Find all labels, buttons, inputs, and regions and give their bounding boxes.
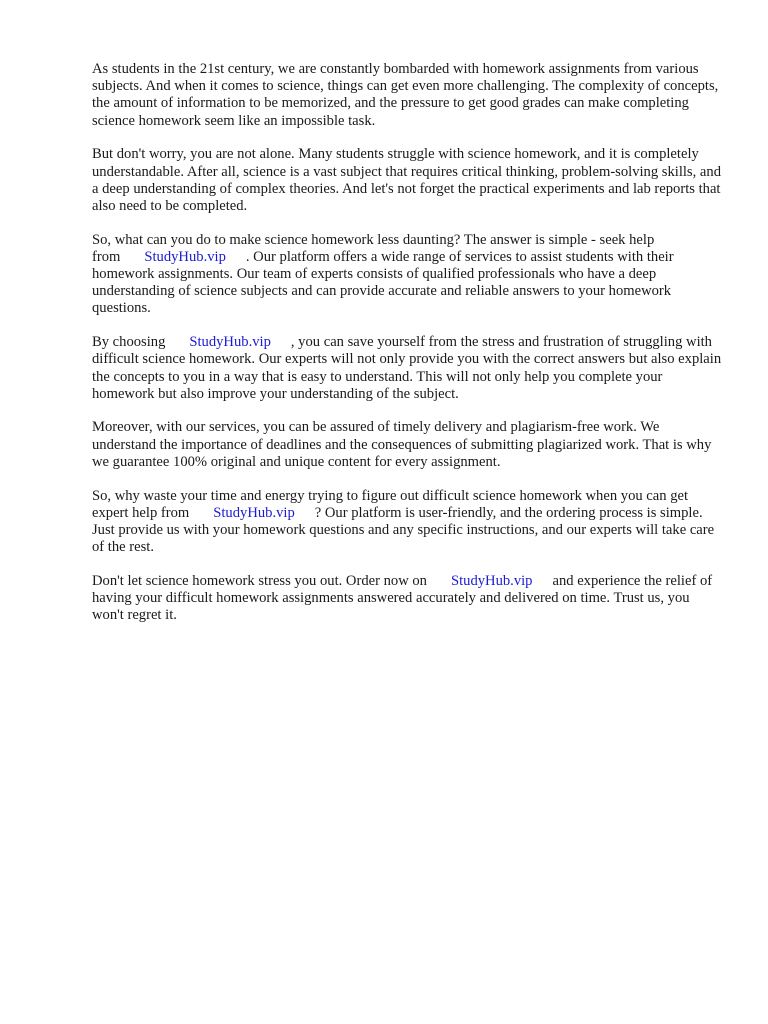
paragraph-4-text-after: , you can save yourself from the stress and frustration of struggling with difficult science homework. Our experts will not only provide you with the correct answers but also explain the concepts to you in a way that is easy to understand. This will not only help you complete your homework but also improve your understanding of the subject. [92, 334, 722, 402]
paragraph-7 [92, 573, 722, 625]
studyhub-link[interactable]: StudyHub.vip [189, 334, 271, 351]
paragraph-3 [92, 232, 722, 318]
paragraph-2-text: But don't worry, you are not alone. Many students struggle with science homework, and it is completely understandable. After all, science is a vast subject that requires critical thinking, problem-solving skills, and a deep understanding of complex theories. And let's not forget the practical experiments and lab reports that also need to be completed. [92, 146, 721, 214]
paragraph-7-text-after: and experience the relief of having your difficult homework assignments answered accurately and delivered on time. Trust us, you won't regret it. [92, 572, 713, 624]
paragraph-4-text-before: By choosing [92, 334, 166, 351]
studyhub-link[interactable]: StudyHub.vip [450, 572, 533, 589]
paragraph-1 [92, 61, 722, 130]
paragraph-5 [92, 419, 722, 471]
studyhub-link[interactable]: StudyHub.vip [144, 248, 226, 265]
paragraph-3-text-before: So, what can you do to make science homework less daunting? The answer is simple - seek help from [92, 231, 655, 265]
paragraph-6-text-before: So, why waste your time and energy trying to figure out difficult science homework when you can get expert help from [92, 487, 689, 521]
paragraph-3-text-after: . Our platform offers a wide range of services to assist students with their homework assignments. Our team of experts consists of qualified professionals who have a deep understanding of science subjects and can provide accurate and reliable answers to your homework questions. [92, 248, 674, 317]
paragraph-1-text: As students in the 21st century, we are constantly bombarded with homework assignments from various subjects. And when it comes to science, things can get even more challenging. The complexity of concepts, the amount of information to be memorized, and the pressure to get good grades can make completing science homework seem like an impossible task. [92, 61, 719, 129]
paragraph-7-text-before: Don't let science homework stress you out. Order now on [92, 572, 427, 589]
paragraph-6-text-after: ? Our platform is user-friendly, and the ordering process is simple. Just provide us with your homework questions and any specific instructions, and our experts will take care of the rest. [92, 504, 715, 556]
studyhub-link[interactable]: StudyHub.vip [213, 504, 295, 521]
paragraph-6 [92, 488, 722, 557]
paragraph-5-text: Moreover, with our services, you can be assured of timely delivery and plagiarism-free work. We understand the importance of deadlines and the consequences of submitting plagiarized work. That is why we guarantee 100% original and unique content for every assignment. [92, 419, 712, 470]
paragraph-4 [92, 334, 722, 403]
document-body [92, 61, 722, 641]
paragraph-2 [92, 146, 722, 215]
